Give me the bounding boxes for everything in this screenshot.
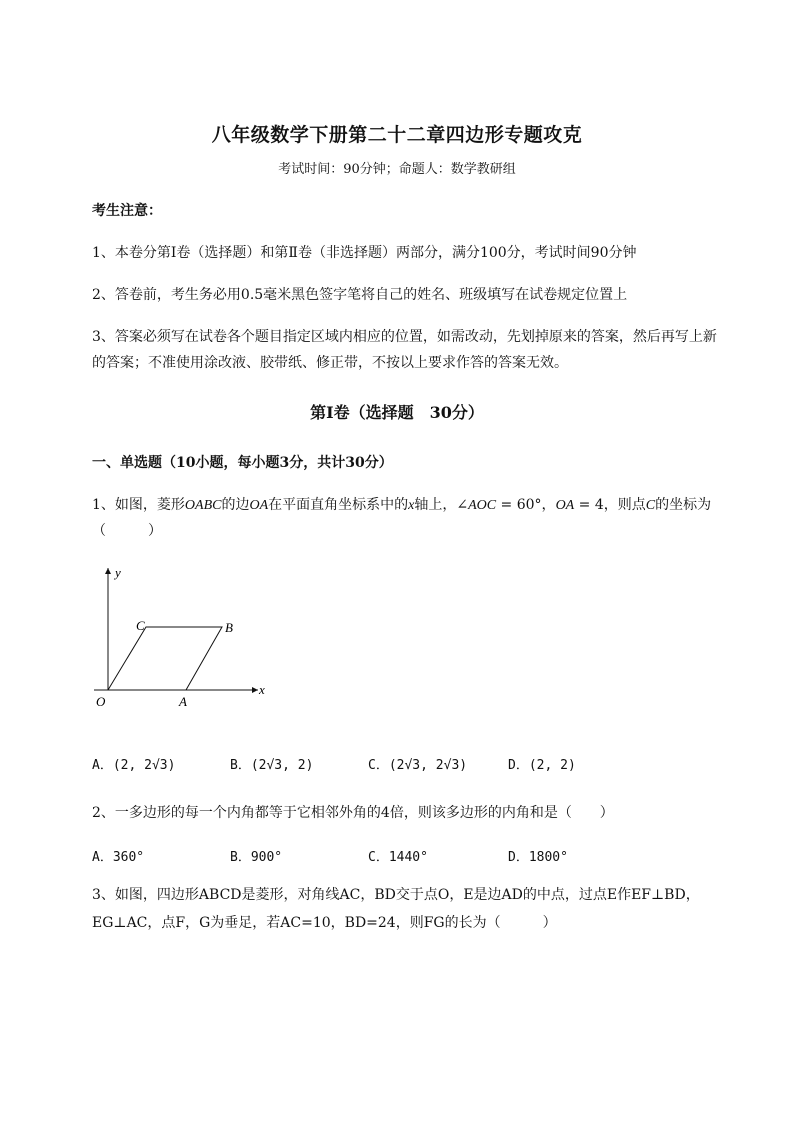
question-2-option-b[interactable]: B．900°	[230, 850, 283, 865]
section-title: 第I卷（选择题 30分）	[310, 403, 484, 422]
question-1-text: 1、如图，菱形OABC的边OA在平面直角坐标系中的x轴上，∠AOC = 60°，OA = 4，则点C的坐标为	[92, 497, 712, 513]
question-1-option-d[interactable]: D．(2, 2)	[508, 758, 576, 773]
question-2-text: 2、一多边形的每一个内角都等于它相邻外角的4倍，则该多边形的内角和是（ ）	[92, 805, 614, 821]
question-1-answer-paren: （ ）	[92, 523, 162, 539]
question-2-option-a[interactable]: A．360°	[92, 850, 145, 865]
notice-heading: 考生注意：	[92, 203, 162, 219]
question-2-option-d[interactable]: D．1800°	[508, 850, 568, 865]
page-title: 八年级数学下册第二十二章四边形专题攻克	[211, 124, 583, 146]
label-y: y	[115, 565, 121, 580]
label-x: x	[259, 682, 265, 697]
label-c: C	[136, 618, 145, 633]
question-1-option-a[interactable]: A．(2, 2√3)	[92, 758, 176, 773]
question-3-text-line-1: 3、如图，四边形ABCD是菱形，对角线AC，BD交于点O，E是边AD的中点，过点E作EF⊥BD，	[92, 887, 700, 903]
part-heading: 一、单选题（10小题，每小题3分，共计30分）	[92, 455, 393, 471]
label-a: A	[179, 694, 187, 709]
question-1-option-c[interactable]: C．(2√3, 2√3)	[368, 758, 468, 773]
question-1-figure	[86, 560, 276, 710]
notice-item-3-cont: 的答案；不准使用涂改液、胶带纸、修正带，不按以上要求作答的答案无效。	[92, 355, 568, 371]
label-b: B	[225, 620, 233, 635]
notice-item-3: 3、答案必须写在试卷各个题目指定区域内相应的位置，如需改动，先划掉原来的答案，然后再写上新	[92, 329, 717, 345]
question-3-text-line-2: EG⊥AC，点F，G为垂足，若AC=10，BD=24，则FG的长为（ ）	[92, 915, 557, 931]
label-o: O	[96, 694, 106, 709]
notice-item-1: 1、本卷分第I卷（选择题）和第Ⅱ卷（非选择题）两部分，满分100分，考试时间90分钟	[92, 245, 637, 261]
notice-item-2: 2、答卷前，考生务必用0.5毫米黑色签字笔将自己的姓名、班级填写在试卷规定位置上	[92, 287, 628, 303]
question-2-option-c[interactable]: C．1440°	[368, 850, 428, 865]
question-1-option-b[interactable]: B．(2√3, 2)	[230, 758, 314, 773]
exam-info: 考试时间：90分钟；命题人：数学教研组	[278, 162, 516, 177]
rhombus-oabc	[108, 627, 222, 690]
